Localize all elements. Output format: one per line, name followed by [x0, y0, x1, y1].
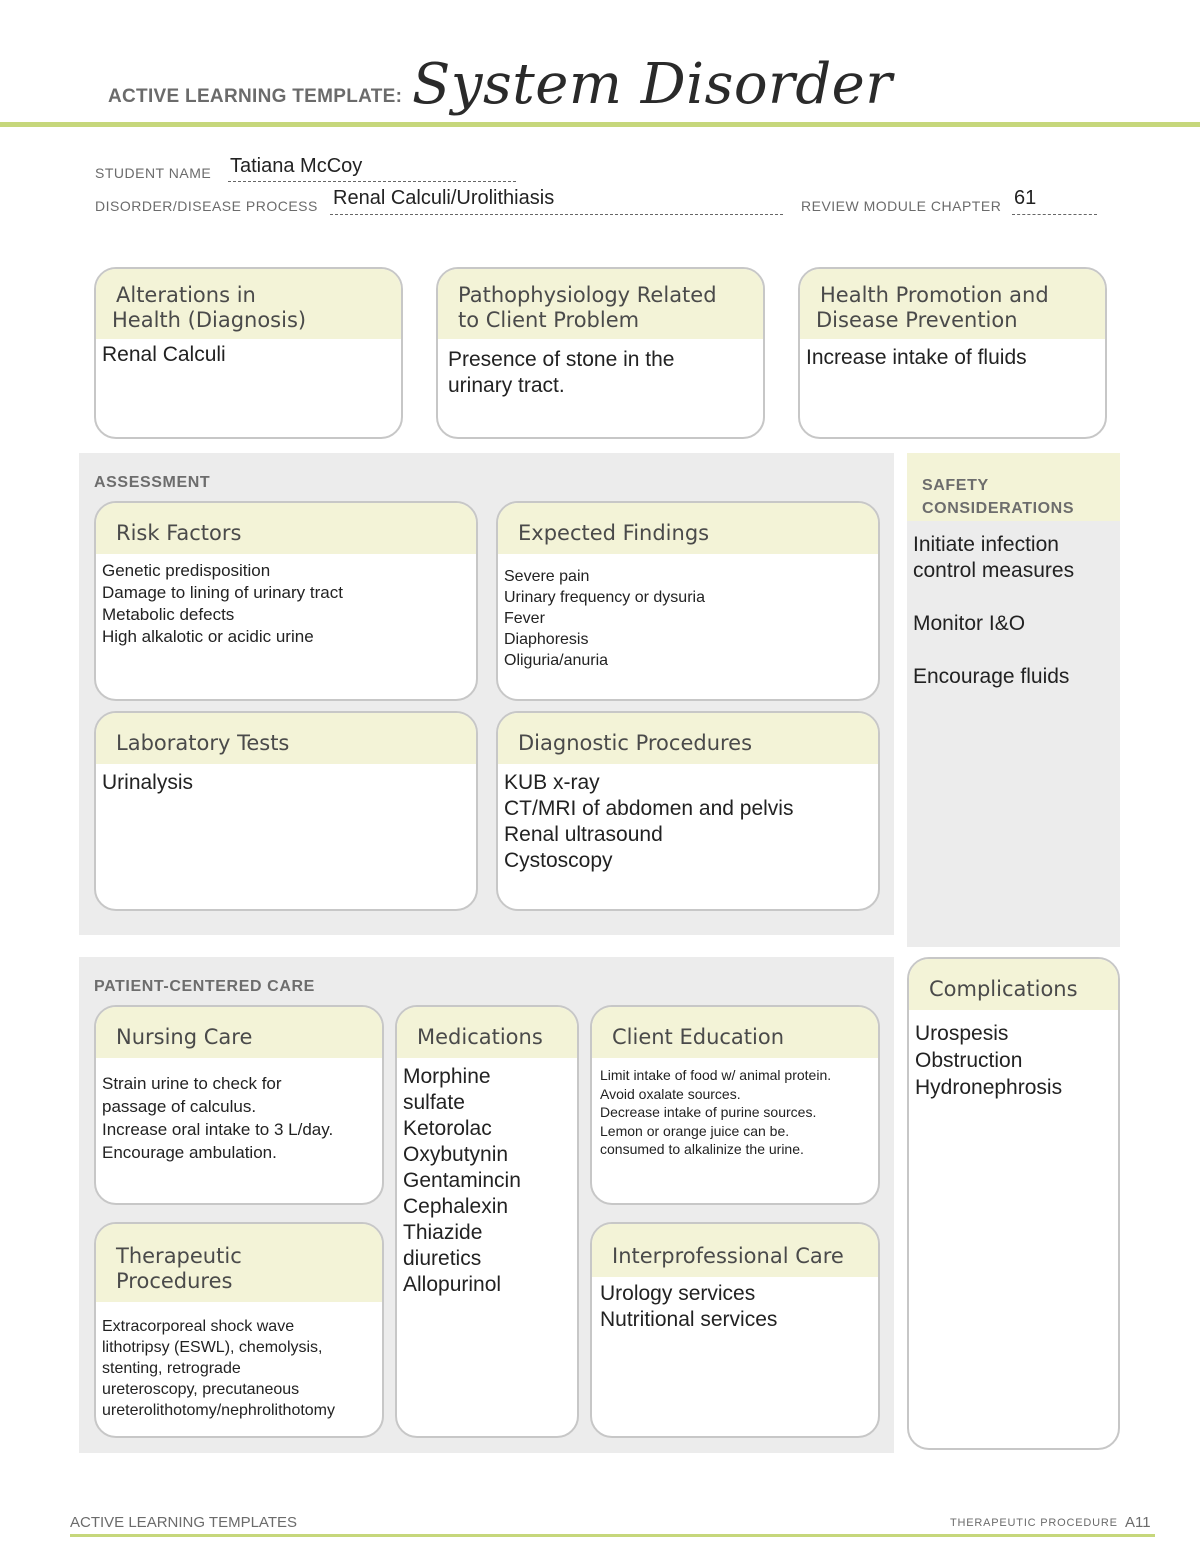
medication-item: Oxybutynin: [403, 1143, 509, 1166]
medication-item: Thiazide: [403, 1221, 483, 1244]
diagnostic-procedure-item: Cystoscopy: [504, 849, 613, 872]
safety-item: Monitor I&O: [913, 612, 1026, 635]
medication-item: Cephalexin: [403, 1195, 509, 1218]
safety-item: Encourage fluids: [913, 665, 1070, 688]
safety-label: [922, 474, 1074, 520]
nursing-care-title: Nursing Care: [96, 1007, 382, 1058]
footer-right-label: THERAPEUTIC PROCEDURE: [950, 1517, 1118, 1529]
nursing-care-item: Increase oral intake to 3 L/day.: [102, 1120, 334, 1139]
nursing-care-list[interactable]: [96, 1058, 382, 1170]
expected-finding-item: Diaphoresis: [504, 631, 589, 648]
nursing-care-item: Strain urine to check for: [102, 1074, 282, 1093]
safety-item: Initiate infection: [913, 533, 1059, 556]
expected-finding-item: Urinary frequency or dysuria: [504, 589, 705, 606]
client-education-box: [590, 1005, 880, 1205]
diagnostic-procedures-title: Diagnostic Procedures: [498, 713, 878, 764]
diagnostic-procedures-list[interactable]: [498, 764, 878, 880]
risk-factors-box: [94, 501, 478, 701]
complications-title: Complications: [909, 959, 1118, 1010]
laboratory-test-item: Urinalysis: [102, 771, 194, 794]
medication-item: diuretics: [403, 1247, 482, 1270]
interprofessional-care-item: Nutritional services: [600, 1308, 778, 1331]
diagnostic-procedure-item: Renal ultrasound: [504, 823, 663, 846]
alterations-header: [96, 269, 401, 339]
nursing-care-box: [94, 1005, 384, 1205]
client-education-item: Limit intake of food w/ animal protein.: [600, 1067, 832, 1083]
health-promotion-header: [800, 269, 1105, 339]
diagnostic-procedure-item: KUB x-ray: [504, 771, 600, 794]
safety-label-line2: CONSIDERATIONS: [922, 500, 1075, 517]
client-education-item: Lemon or orange juice can be.: [600, 1122, 790, 1139]
laboratory-tests-box: [94, 711, 478, 911]
risk-factors-title: Risk Factors: [96, 503, 476, 554]
therapeutic-procedures-title: Therapeutic Procedures: [96, 1224, 382, 1302]
client-education-list[interactable]: [592, 1058, 878, 1165]
risk-factor-item: High alkalotic or acidic urine: [102, 627, 314, 646]
client-education-item: Avoid oxalate sources.: [600, 1085, 741, 1102]
footer-left-label: ACTIVE LEARNING TEMPLATES: [70, 1514, 297, 1531]
expected-findings-box: [496, 501, 880, 701]
medication-item: Ketorolac: [403, 1117, 492, 1140]
disorder-field[interactable]: [330, 187, 783, 215]
interprofessional-care-box: [590, 1222, 880, 1438]
template-label: ACTIVE LEARNING TEMPLATE:: [108, 86, 403, 107]
health-promotion-content[interactable]: Increase intake of fluids: [806, 346, 1027, 369]
pathophysiology-line1: Presence of stone in the: [448, 348, 675, 371]
nursing-care-item: Encourage ambulation.: [102, 1143, 277, 1162]
pathophysiology-title-line2: to Client Problem: [458, 308, 640, 332]
therapeutic-procedure-item: lithotripsy (ESWL), chemolysis,: [102, 1339, 323, 1356]
medication-item: sulfate: [403, 1091, 465, 1114]
health-promotion-title-line2: Disease Prevention: [816, 308, 1018, 332]
safety-list[interactable]: [913, 532, 1074, 690]
expected-finding-item: Fever: [504, 610, 545, 627]
review-module-label: REVIEW MODULE CHAPTER: [801, 198, 1002, 214]
patient-centered-care-label: PATIENT-CENTERED CARE: [94, 978, 315, 995]
therapeutic-procedure-item: Extracorporeal shock wave: [102, 1318, 295, 1335]
pathophysiology-content[interactable]: [438, 339, 763, 405]
safety-section: [907, 453, 1120, 947]
client-education-title: Client Education: [592, 1007, 878, 1058]
laboratory-tests-title: Laboratory Tests: [96, 713, 476, 764]
medications-box: [395, 1005, 579, 1438]
risk-factor-item: Genetic predisposition: [102, 561, 271, 580]
review-chapter-field[interactable]: [1012, 187, 1097, 215]
health-promotion-box: [798, 267, 1107, 439]
assessment-label: ASSESSMENT: [94, 474, 211, 491]
alterations-content[interactable]: Renal Calculi: [102, 343, 226, 366]
therapeutic-procedure-item: stenting, retrograde: [102, 1360, 241, 1377]
expected-finding-item: Oliguria/anuria: [504, 652, 609, 669]
title-rule: [0, 122, 1200, 127]
interprofessional-care-item: Urology services: [600, 1282, 756, 1305]
alterations-box: [94, 267, 403, 439]
nursing-care-item: passage of calculus.: [102, 1097, 257, 1116]
client-education-item: Decrease intake of purine sources.: [600, 1104, 817, 1120]
expected-findings-title: Expected Findings: [498, 503, 878, 554]
page-title: System Disorder: [412, 52, 893, 117]
alterations-title-line2: Health (Diagnosis): [112, 308, 307, 332]
student-name-field[interactable]: [228, 155, 516, 182]
therapeutic-procedures-list[interactable]: [96, 1302, 382, 1427]
medication-item: Allopurinol: [403, 1273, 502, 1296]
diagnostic-procedures-box: [496, 711, 880, 911]
complications-box: [907, 957, 1120, 1450]
risk-factors-list[interactable]: [96, 554, 476, 654]
medication-item: Morphine: [403, 1065, 491, 1088]
pathophysiology-line2: urinary tract.: [448, 374, 565, 397]
expected-finding-item: Severe pain: [504, 568, 590, 585]
health-promotion-title-line1: Health Promotion and: [820, 283, 1049, 307]
risk-factor-item: Damage to lining of urinary tract: [102, 583, 343, 602]
medications-list[interactable]: [397, 1058, 577, 1304]
student-name-label: STUDENT NAME: [95, 165, 212, 181]
pathophysiology-title-line1: Pathophysiology Related: [458, 283, 717, 307]
medications-title: Medications: [397, 1007, 577, 1058]
complication-item: Hydronephrosis: [915, 1076, 1063, 1099]
laboratory-tests-list[interactable]: [96, 764, 476, 802]
complication-item: Obstruction: [915, 1049, 1023, 1072]
safety-item: control measures: [913, 559, 1075, 582]
therapeutic-procedure-item: ureteroscopy, precutaneous: [102, 1381, 300, 1398]
safety-label-line1: SAFETY: [922, 477, 989, 494]
client-education-item: consumed to alkalinize the urine.: [600, 1141, 804, 1157]
interprofessional-care-title: Interprofessional Care: [592, 1224, 878, 1277]
footer-rule: [70, 1534, 1155, 1537]
review-chapter-value: 61: [1014, 187, 1037, 209]
disorder-value: Renal Calculi/Urolithiasis: [333, 187, 555, 209]
complications-list[interactable]: [909, 1010, 1118, 1107]
diagnostic-procedure-item: CT/MRI of abdomen and pelvis: [504, 797, 794, 820]
disorder-label: DISORDER/DISEASE PROCESS: [95, 198, 318, 214]
interprofessional-care-list[interactable]: [592, 1277, 878, 1339]
expected-findings-list[interactable]: [498, 554, 878, 677]
student-name-value: Tatiana McCoy: [230, 155, 363, 177]
page-number: A11: [1125, 1514, 1151, 1531]
complication-item: Urospesis: [915, 1022, 1009, 1045]
medication-item: Gentamincin: [403, 1169, 521, 1192]
alterations-title-line1: Alterations in: [116, 283, 256, 307]
therapeutic-procedure-item: ureterolithotomy/nephrolithotomy: [102, 1402, 336, 1419]
risk-factor-item: Metabolic defects: [102, 605, 235, 624]
pathophysiology-header: [438, 269, 763, 339]
pathophysiology-box: [436, 267, 765, 439]
therapeutic-procedures-box: [94, 1222, 384, 1438]
